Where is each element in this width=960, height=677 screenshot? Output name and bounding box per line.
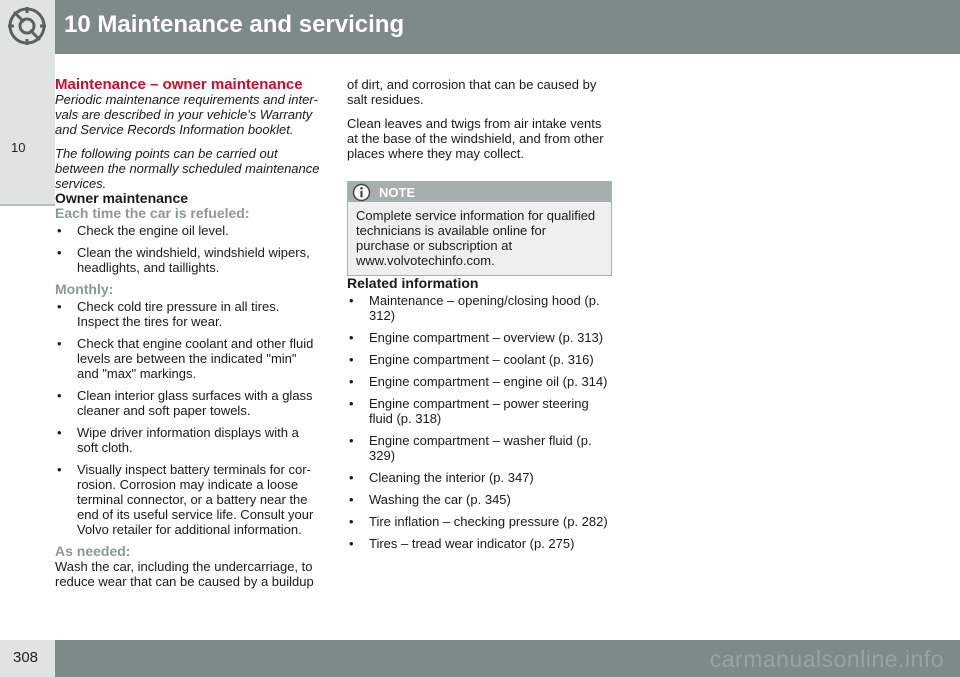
chapter-tab bbox=[0, 54, 55, 206]
page-footer bbox=[0, 640, 960, 677]
chapter-icon-box bbox=[0, 0, 55, 54]
related-link[interactable]: • Tire inflation – checking pressure (p. 282) bbox=[347, 514, 612, 529]
related-information-heading: Related information bbox=[347, 275, 479, 291]
page-number-box bbox=[0, 640, 55, 677]
related-link[interactable]: • Engine compartment – overview (p. 313) bbox=[347, 330, 612, 345]
as-needed-text: Wash the car, including the undercarriage, to reduce wear that can be caused by a buildup bbox=[55, 559, 314, 589]
related-link[interactable]: • Engine compartment – coolant (p. 316) bbox=[347, 352, 612, 367]
info-icon bbox=[352, 183, 371, 202]
list-item: • Clean the windshield, windshield wipers, headlights, and taillights. bbox=[55, 245, 321, 275]
related-link[interactable]: • Engine compartment – washer fluid (p. 329) bbox=[347, 433, 612, 463]
related-link[interactable]: • Cleaning the interior (p. 347) bbox=[347, 470, 612, 485]
note-label: NOTE bbox=[379, 185, 416, 200]
list-item: • Clean interior glass surfaces with a glass cleaner and soft paper towels. bbox=[55, 388, 321, 418]
related-link[interactable]: • Engine compartment – engine oil (p. 314) bbox=[347, 374, 612, 389]
chapter-tab-number: 10 bbox=[11, 140, 26, 155]
intro-paragraph: Periodic maintenance requirements and inter-vals are described in your vehicle's Warranty and Service Records Information booklet. bbox=[55, 92, 318, 137]
watermark: carmanualsonline.info bbox=[709, 646, 944, 672]
related-link[interactable]: • Maintenance – opening/closing hood (p. 312) bbox=[347, 293, 612, 323]
right-column bbox=[347, 77, 612, 558]
refuel-heading: Each time the car is refueled: bbox=[55, 205, 250, 221]
owner-maintenance-heading: Owner maintenance bbox=[55, 190, 189, 206]
list-item: • Check the engine oil level. bbox=[55, 223, 321, 238]
chapter-title: 10 Maintenance and servicing bbox=[64, 11, 405, 38]
related-list bbox=[347, 293, 612, 551]
note-text: Complete service information for qualified technicians is available online for purchase or subscription at www.volvotechinfo.com. bbox=[356, 208, 596, 268]
chapter-header bbox=[0, 0, 960, 54]
intro-paragraph: The following points can be carried out between the normally scheduled maintenance services. bbox=[55, 146, 320, 191]
left-column bbox=[55, 77, 321, 589]
note-box bbox=[347, 181, 612, 276]
as-needed-heading: As needed: bbox=[55, 543, 131, 559]
refuel-list bbox=[55, 223, 321, 275]
list-item: • Check that engine coolant and other fluid levels are between the indicated "min" and "max" markings. bbox=[55, 336, 321, 381]
related-link[interactable]: • Engine compartment – power steering fluid (p. 318) bbox=[347, 396, 612, 426]
page-number: 308 bbox=[13, 649, 39, 666]
list-item: • Check cold tire pressure in all tires. Inspect the tires for wear. bbox=[55, 299, 321, 329]
monthly-list bbox=[55, 299, 321, 537]
monthly-heading: Monthly: bbox=[55, 281, 114, 297]
list-item: • Visually inspect battery terminals for cor-rosion. Corrosion may indicate a loose terminal connector, or a battery near the end of its useful service life. Consult your Volvo retailer for additional information. bbox=[55, 462, 321, 537]
wrench-gear-icon bbox=[6, 4, 48, 48]
related-link[interactable]: • Washing the car (p. 345) bbox=[347, 492, 612, 507]
related-link[interactable]: • Tires – tread wear indicator (p. 275) bbox=[347, 536, 612, 551]
note-header bbox=[348, 182, 611, 202]
continued-text: of dirt, and corrosion that can be caused by salt residues. bbox=[347, 77, 597, 107]
leaves-text: Clean leaves and twigs from air intake vents at the base of the windshield, and from other places where they may collect. bbox=[347, 116, 604, 161]
section-title: Maintenance – owner maintenance bbox=[55, 76, 303, 93]
list-item: • Wipe driver information displays with a soft cloth. bbox=[55, 425, 321, 455]
